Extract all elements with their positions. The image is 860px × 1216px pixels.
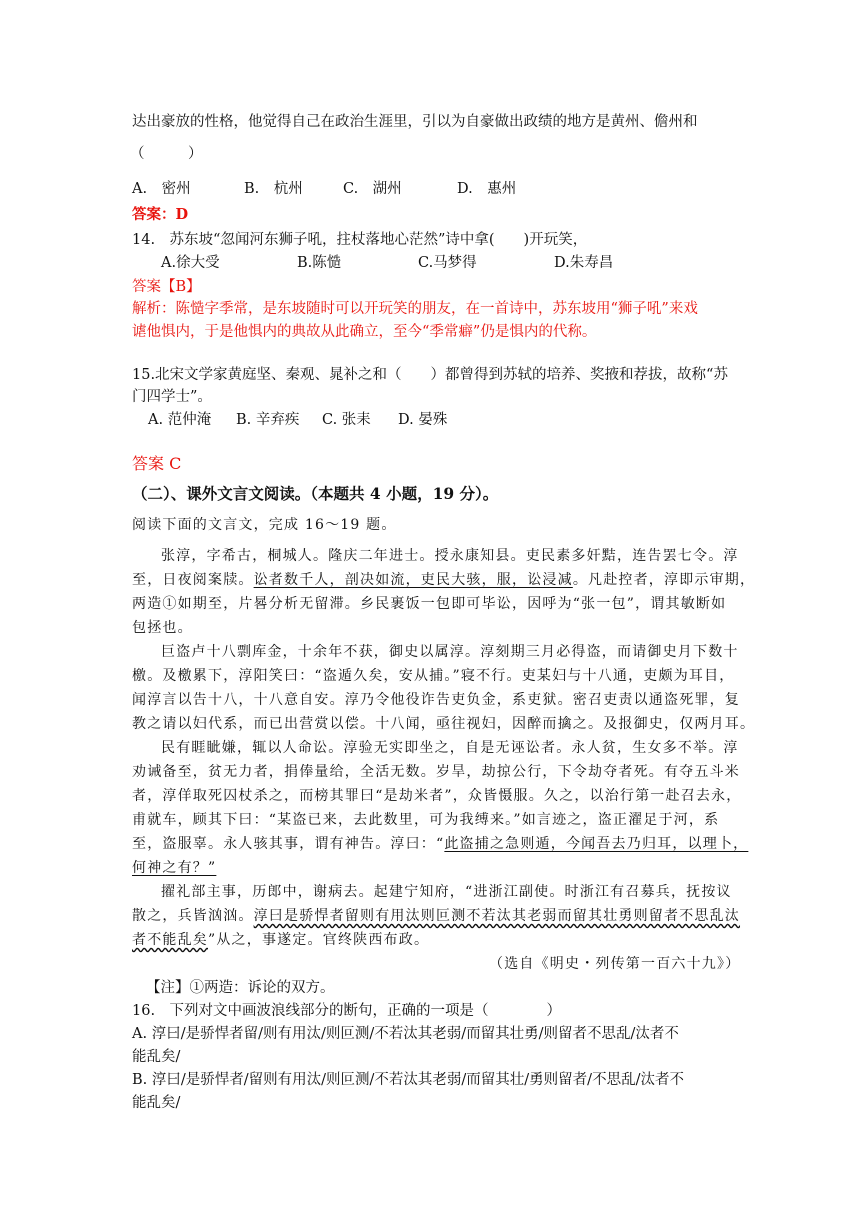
q13-paren: （ ） [130, 146, 203, 162]
p2-line4: 教之请以妇代系，而已出营赏以偿。十八闻，亟往视妇，因醉而擒之。及报御史，仅两月耳。 [132, 716, 756, 732]
q16-option-b-line2: 能乱矣/ [132, 1095, 181, 1111]
p2-line3: 闻淳言以告十八，十八意自安。淳乃令他役诈告吏负金，系吏狱。密召吏责以通盗死罪，复 [132, 692, 740, 708]
p2-line1: 巨盗卢十八剽库金，十余年不获，御史以属淳。淳刻期三月必得盗，而请御史月下数十 [161, 644, 739, 660]
p1-line2-start: 至，日夜阅案牍。 [132, 572, 254, 588]
wavy-underlined-sentence: 淳曰是骄悍者留则有用汰则叵测不若汰其老弱而留其壮勇则留者不思乱汰 [253, 908, 741, 924]
passage-source: （选自《明史・列传第一百六十九》） [489, 956, 741, 972]
underlined-sentence-2-end: 何神之有？” [132, 860, 217, 876]
p1-line3: 两造①如期至，片晷分析无留滞。乡民裹饭一包即可毕讼，因呼为“张一包”，谓其敏断如 [132, 596, 727, 612]
wavy-underlined-sentence-end: 者不能乱矣 [132, 932, 208, 948]
q14-option-c: C.马梦得 [418, 255, 477, 271]
q13-answer: 答案：D [132, 206, 189, 223]
q13-option-c: C. 湖州 [343, 181, 402, 197]
p4-line2-start: 散之，兵皆汹汹。 [132, 908, 254, 924]
p2-line2: 檄。及檄累下，淳阳笑曰：“盗遁久矣，安从捕。”寝不行。吏某妇与十八通，吏颇为耳目， [132, 668, 735, 684]
q16-option-a-line1: A. 淳曰/是骄悍者留/则有用汰/则叵测/不若汰其老弱/而留其壮勇/则留者不思乱/汰者不 [132, 1026, 679, 1042]
p1-line4: 包拯也。 [132, 620, 193, 636]
q14-option-a: A.徐大受 [161, 255, 220, 271]
p1-line1: 张淳，字希古，桐城人。隆庆二年进士。授永康知县。吏民素多奸黠，连告罢七令。淳 [161, 548, 739, 564]
p3-line5-start: 至，盗服辜。永人骇其事，谓有神告。淳曰：“ [132, 836, 445, 852]
p4-line2 [132, 909, 740, 923]
p3-line3: 者，淳佯取死囚杖杀之，而榜其罪曰“是劫米者”，众皆慑服。久之，以治行第一赴召去永， [132, 788, 742, 804]
q15-option-c: C. 张耒 [322, 412, 371, 428]
q13-stem-tail: 达出豪放的性格，他觉得自己在政治生涯里，引以为自豪做出政绩的地方是黄州、儋州和 [132, 114, 698, 130]
p4-line3 [132, 933, 429, 947]
q15-stem-line2: 门四学士”。 [132, 389, 212, 405]
q13-option-b: B. 杭州 [244, 181, 303, 197]
q16-option-b-line1: B. 淳曰/是骄悍者/留则有用汰/则叵测/不若汰其老弱/而留其壮/勇则留者/不思乱/汰者不 [132, 1072, 684, 1088]
underlined-sentence-2: 此盗捕之急则遁，今闻吾去乃归耳，以理卜， [444, 836, 749, 852]
q15-answer: 答案 C [132, 454, 182, 473]
q15-stem-line1: 15.北宋文学家黄庭坚、秦观、晁补之和（ ）都曾得到苏轼的培养、奖掖和荐拔，故称“苏 [132, 367, 728, 383]
q13-option-d: D. 惠州 [457, 181, 517, 197]
section-instruction: 阅读下面的文言文，完成 16～19 题。 [132, 517, 397, 533]
p3-line1: 民有睚眦嫌，辄以人命讼。淳验无实即坐之，自是无诬讼者。永人贫，生女多不举。淳 [161, 740, 739, 756]
section-title: （二）、课外文言文阅读。（本题共 4 小题，19 分）。 [132, 484, 499, 503]
p4-line1: 擢礼部主事，历郎中，谢病去。起建宁知府，“进浙江副使。时浙江有召募兵，抚按议 [161, 884, 732, 900]
q14-option-b: B.陈慥 [297, 255, 342, 271]
underlined-sentence-1: 讼者数千人，剖决如流，吏民大骇，服，讼浸减 [253, 572, 573, 588]
p4-line3-end: ”从之，事遂定。官终陕西布政。 [208, 932, 430, 948]
p3-line4: 甫就车，顾其下曰：“某盗已来，去此数里，可为我缚来。”如言迹之，盗正濯足于河，系 [132, 812, 720, 828]
q13-option-a: A. 密州 [132, 181, 191, 197]
q14-option-d: D.朱寿昌 [554, 255, 614, 271]
q14-stem: 14. 苏东坡“忽闻河东狮子吼，拄杖落地心茫然”诗中拿( )开玩笑， [132, 232, 588, 248]
q16-stem: 16. 下列对文中画波浪线部分的断句，正确的一项是（ ） [132, 1003, 562, 1019]
annotation-note: 【注】①两造：诉论的双方。 [146, 980, 335, 996]
p1-line2 [132, 573, 755, 587]
q15-option-d: D. 晏殊 [398, 412, 448, 428]
p1-line2-end: 。凡赴控者，淳即示审期， [572, 572, 756, 588]
q15-option-b: B. 辛弃疾 [236, 412, 300, 428]
q16-option-a-line2: 能乱矣/ [132, 1049, 181, 1065]
q14-answer: 答案【B】 [132, 279, 201, 295]
q15-option-a: A. 范仲淹 [148, 412, 212, 428]
q14-analysis-line2: 谑他惧内，于是他惧内的典故从此确立，至今“季常癖”仍是惧内的代称。 [132, 324, 597, 340]
p3-line2: 劝诫备至，贫无力者，捐俸量给，全活无数。岁旱，劫掠公行，下令劫夺者死。有夺五斗米 [132, 764, 740, 780]
q14-analysis-line1: 解析：陈慥字季常，是东坡随时可以开玩笑的朋友，在一首诗中，苏东坡用“狮子吼”来戏 [132, 301, 698, 317]
p3-line5 [132, 837, 748, 851]
